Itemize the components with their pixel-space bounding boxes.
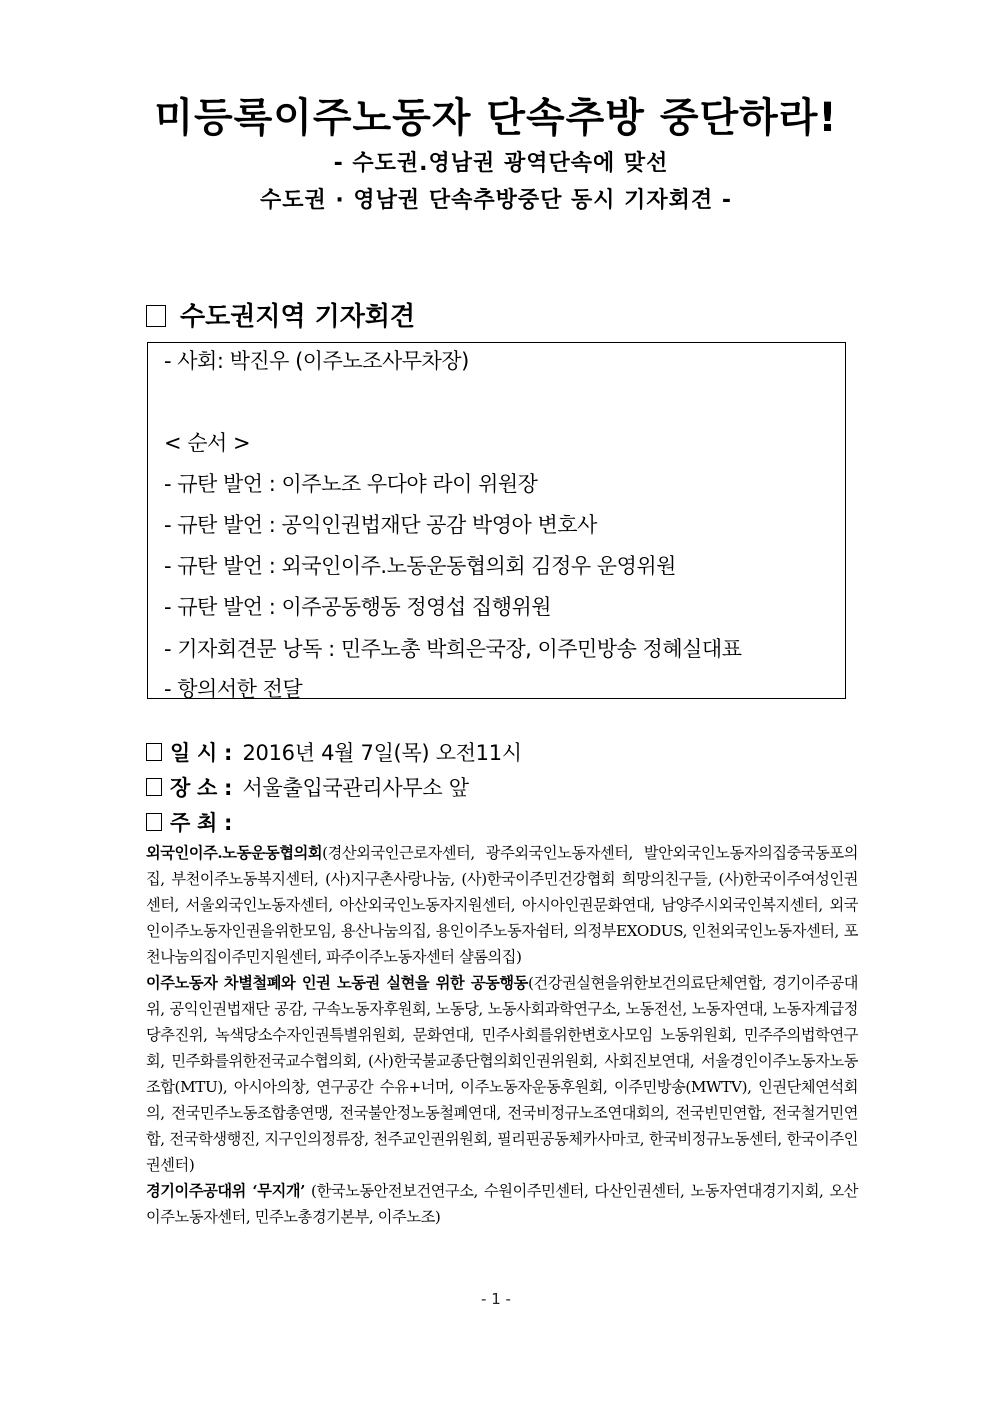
host-label: 주 최 : [170,811,233,835]
program-item: - 규탄 발언 : 공익인권법재단 공감 박영아 변호사 [164,513,597,537]
info-place [146,772,469,802]
section-heading-seoul-press-conference [146,296,415,333]
checkbox-icon [146,778,162,796]
info-host [146,807,236,837]
document-title: 미등록이주노동자 단속추방 중단하라! [154,95,838,141]
organizer-name: 이주노동자 차별철폐와 인권 노동권 실현을 위한 공동행동 [146,974,528,992]
organizer-group [146,840,858,970]
checkbox-icon [146,743,162,761]
info-datetime [146,737,522,767]
datetime-label: 일 시 : [170,741,233,765]
organizer-name: 경기이주공대위 ‘무지개’ [146,1182,305,1200]
program-item: - 규탄 발언 : 이주노조 우다야 라이 위원장 [164,472,538,496]
page-number: - 1 - [481,1290,511,1308]
program-item: - 규탄 발언 : 이주공동행동 정영섭 집행위원 [164,595,552,619]
organizer-name: 외국인이주.노동운동협의회 [146,844,323,862]
program-order-heading: < 순서 > [164,431,251,455]
program-box [147,342,846,699]
document-subtitle-line2: 수도권 · 영남권 단속추방중단 동시 기자회견 - [260,188,732,213]
program-host: - 사회: 박진우 (이주노조사무차장) [164,349,469,373]
checkbox-icon [146,813,162,831]
organizer-members: (경산외국인근로자센터, 광주외국인노동자센터, 발안외국인노동자의집중국동포의집, 부천이주노동복지센터, (사)지구촌사랑나눔, (사)한국이주민건강협회 희망의친구들, (사)한국이주여성인권센터, 서울외국인노동자센터, 아산외국인노동자지원센터, 아시아인권문화연대, 남양주시외국인복지센터, 외국인이주노동자인권을위한모임, 용산나눔의집, 용인이주노동자쉼터, 의정부EXODUS, 인천외국인노동자센터, 포천나눔의집이주민지원센터, 파주이주노동자센터 샬롬의집) [146,844,858,966]
program-item: - 기자회견문 낭독 : 민주노총 박희은국장, 이주민방송 정혜실대표 [164,637,742,661]
program-item: - 항의서한 전달 [164,677,303,701]
organizer-members: (건강권실현을위한보건의료단체연합, 경기이주공대위, 공익인권법재단 공감, 구속노동자후원회, 노동당, 노동사회과학연구소, 노동전선, 노동자연대, 노동자계급정당추진위, 녹색당소수자인권특별위원회, 문화연대, 민주사회를위한변호사모임 노동위원회, 민주주의법학연구회, 민주화를위한전국교수협의회, (사)한국불교종단협의회인권위원회, 사회진보연대, 서울경인이주노동자노동조합(MTU), 아시아의창, 연구공간 수유+너머, 이주노동자운동후원회, 이주민방송(MWTV), 인권단체연석회의, 전국민주노동조합총연맹, 전국불안정노동철폐연대, 전국비정규노조연대회의, 전국빈민연합, 전국철거민연합, 전국학생행진, 지구인의정류장, 천주교인권위원회, 필리핀공동체카사마코, 한국비정규노동센터, 한국이주인권센터) [146,974,858,1174]
place-label: 장 소 : [170,776,233,800]
section-heading-text: 수도권지역 기자회견 [180,302,416,332]
checkbox-icon [146,305,166,327]
datetime-value: 2016년 4월 7일(목) 오전11시 [242,741,522,765]
organizer-members: (한국노동안전보건연구소, 수원이주민센터, 다산인권센터, 노동자연대경기지회, 오산이주노동자센터, 민주노총경기본부, 이주노조) [146,1182,858,1226]
program-item: - 규탄 발언 : 외국인이주.노동운동협의회 김정우 운영위원 [164,554,676,578]
organizer-group [146,970,858,1178]
organizer-group [146,1178,858,1230]
place-value: 서울출입국관리사무소 앞 [242,776,469,800]
document-subtitle-line1: - 수도권.영남권 광역단속에 맞선 [333,151,669,176]
organizers-list [146,840,858,1230]
